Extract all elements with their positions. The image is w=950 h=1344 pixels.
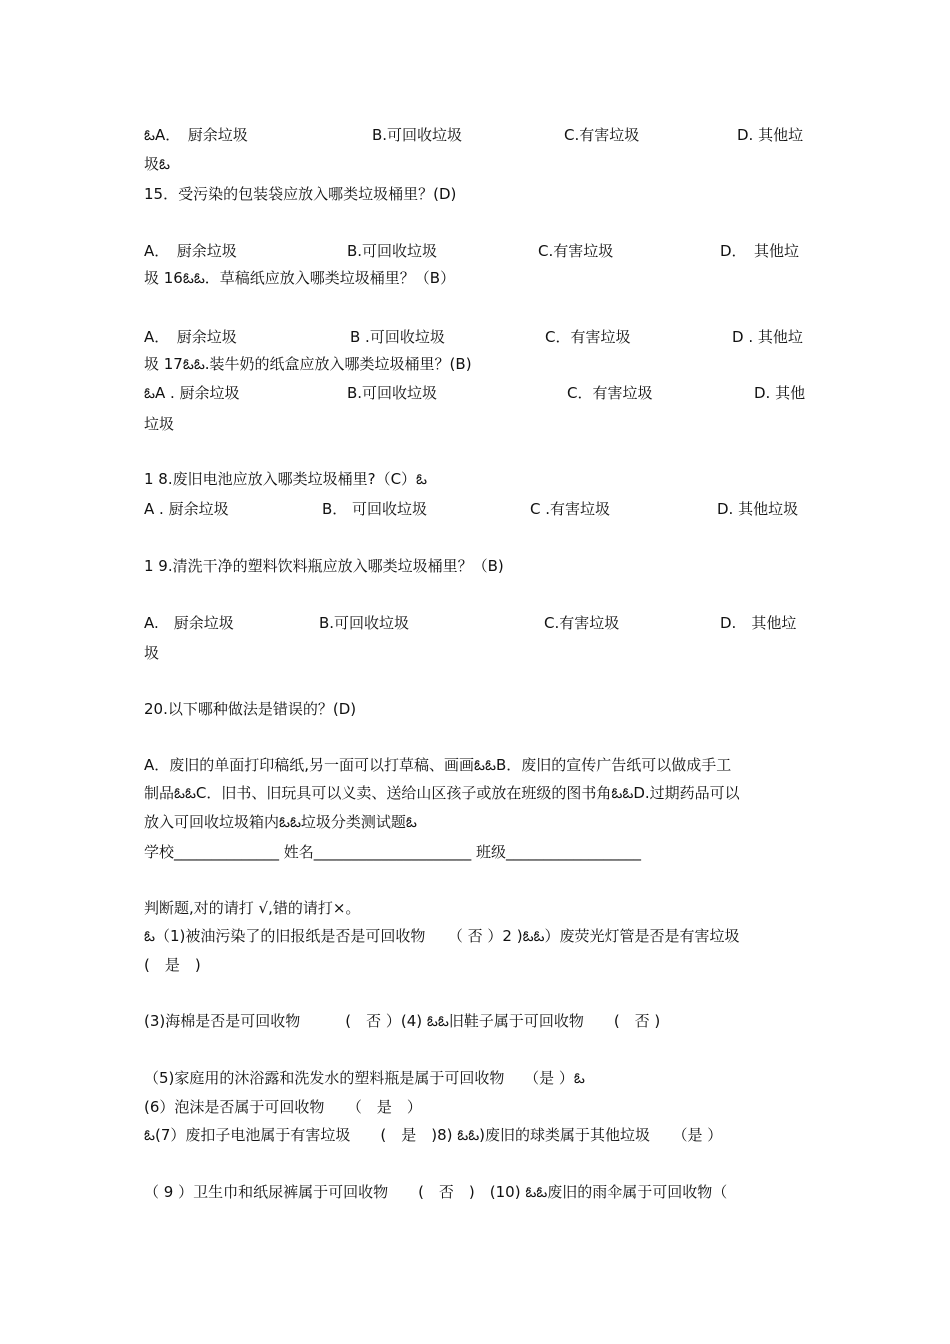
tf-item-1-2: ఓ（1)被油污染了的旧报纸是否是可回收物 （ 否 ）2 )ఓఓ）废荧光灯管是否是有害垃圾 [144, 927, 740, 945]
q18-question: 1 8.废旧电池应放入哪类垃圾桶里?（C）ఓ [144, 470, 428, 488]
q19-continuation: 圾 [144, 644, 160, 662]
option-c: C.有害垃圾 [564, 126, 640, 144]
tf-item-6: (6）泡沫是否属于可回收物 （ 是 ） [144, 1098, 422, 1116]
option-d: D. 其他垃 [720, 614, 797, 632]
q19-question: 1 9.清洗干净的塑料饮料瓶应放入哪类垃圾桶里？（B) [144, 557, 504, 575]
tf-item-9-10: （ 9 ）卫生巾和纸尿裤属于可回收物 ( 否 ) (10) ఓఓ废旧的雨伞属于可回收物（ [144, 1183, 728, 1201]
section-heading: 判断题,对的请打 √,错的请打×。 [144, 899, 361, 917]
tf-item-7-8: ఓ(7）废扣子电池属于有害垃圾 ( 是 )8) ఓఓ)废旧的球类属于其他垃圾 （是 ） [144, 1126, 723, 1144]
option-d: D. 其他垃圾 [717, 500, 799, 518]
option-c: C．有害垃圾 [545, 328, 631, 346]
q15-options [144, 239, 814, 263]
q16-options [144, 325, 814, 349]
option-c: C .有害垃圾 [530, 500, 611, 518]
option-d: D． 其他垃 [720, 242, 800, 260]
option-a: A． 厨余垃圾 [144, 328, 237, 346]
q19-options [144, 611, 814, 635]
option-b: B． 可回收垃圾 [322, 500, 428, 518]
option-c: C．有害垃圾 [567, 384, 653, 402]
option-b: B.可回收垃圾 [319, 614, 410, 632]
q18-options [144, 497, 814, 521]
option-b: B.可回收垃圾 [372, 126, 463, 144]
q17-question: 圾 17ఓఓ.装牛奶的纸盒应放入哪类垃圾桶里？(B) [144, 355, 472, 373]
q14-options [144, 123, 814, 147]
option-a: ఓA． 厨余垃圾 [144, 126, 248, 144]
q16-question: 圾 16ఓఓ．草稿纸应放入哪类垃圾桶里？（B） [144, 269, 456, 287]
option-d: D. 其他 [754, 384, 806, 402]
tf-item-2-answer: ( 是 ) [144, 956, 201, 974]
q20-line-3: 放入可回收垃圾箱内ఓఓ垃圾分类测试题ఓ [144, 813, 417, 831]
q15-question: 15．受污染的包装袋应放入哪类垃圾桶里？(D) [144, 185, 457, 203]
option-d: D. 其他垃 [737, 126, 804, 144]
option-b: B .可回收垃圾 [350, 328, 445, 346]
option-c: C.有害垃圾 [538, 242, 614, 260]
tf-item-5: （5)家庭用的沐浴露和洗发水的塑料瓶是属于可回收物 （是 ）ఓ [144, 1069, 585, 1087]
tf-item-3-4: (3)海棉是否是可回收物 ( 否 ）(4) ఓఓ旧鞋子属于可回收物 ( 否 ) [144, 1012, 661, 1030]
q14-continuation: 圾ఓ [144, 155, 170, 173]
option-d: D . 其他垃 [732, 328, 803, 346]
option-a: A． 厨余垃圾 [144, 242, 237, 260]
q20-line-1: A．废旧的单面打印稿纸,另一面可以打草稿、画画ఓఓB．废旧的宣传广告纸可以做成手工 [144, 756, 732, 774]
option-a: A. 厨余垃圾 [144, 614, 234, 632]
q17-options [144, 381, 814, 405]
q20-question: 20.以下哪种做法是错误的？(D) [144, 700, 357, 718]
q20-line-2: 制品ఓఓC．旧书、旧玩具可以义卖、送给山区孩子或放在班级的图书角ఓఓD.过期药品可以 [144, 784, 740, 802]
option-a: A . 厨余垃圾 [144, 500, 229, 518]
option-b: B.可回收垃圾 [347, 384, 438, 402]
option-a: ఓA . 厨余垃圾 [144, 384, 240, 402]
option-c: C.有害垃圾 [544, 614, 620, 632]
q17-continuation: 垃圾 [144, 415, 175, 433]
student-info-line: 学校______________ 姓名_____________________ 班级__________________ [144, 843, 642, 861]
option-b: B.可回收垃圾 [347, 242, 438, 260]
